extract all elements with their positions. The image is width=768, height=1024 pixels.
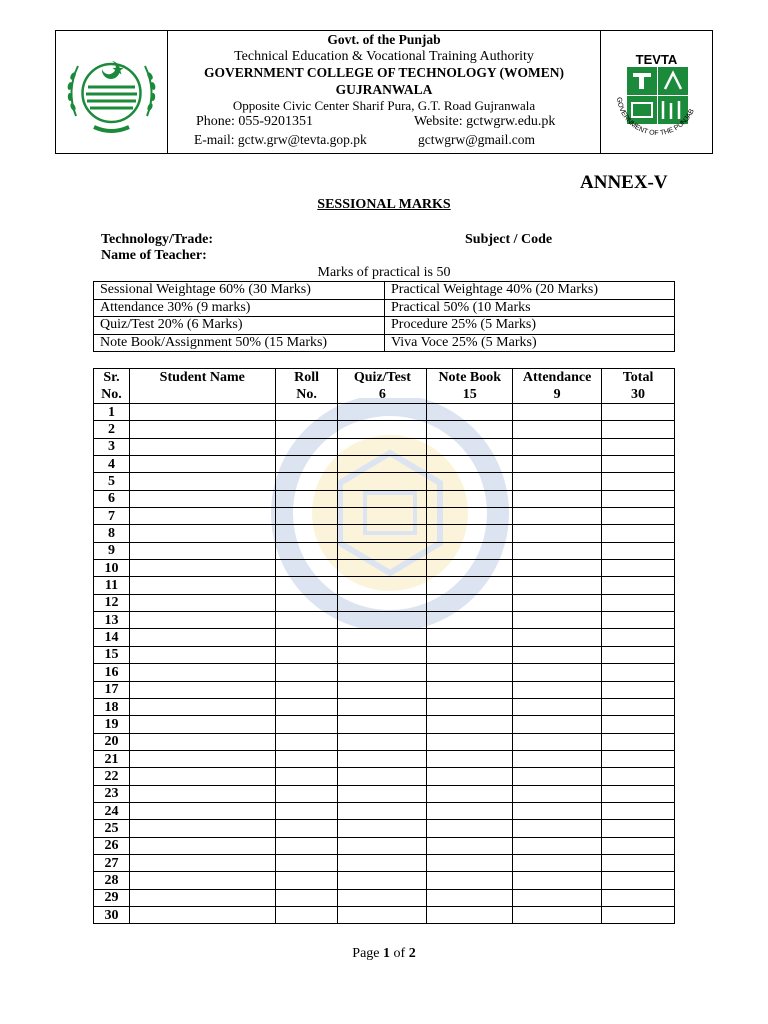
- table-row: [94, 525, 675, 542]
- entry-cell[interactable]: [602, 612, 675, 629]
- serial-number: 9: [94, 542, 130, 559]
- serial-number: 5: [94, 473, 130, 490]
- entry-cell[interactable]: [513, 802, 602, 819]
- table-row: [94, 733, 675, 750]
- weightage-cell: Quiz/Test 20% (6 Marks): [94, 317, 385, 335]
- table-row: [94, 629, 675, 646]
- table-row: [94, 560, 675, 577]
- entry-cell[interactable]: [513, 872, 602, 889]
- serial-number: 16: [94, 664, 130, 681]
- entry-cell[interactable]: [338, 490, 427, 507]
- entry-cell[interactable]: [427, 733, 513, 750]
- weightage-cell: Sessional Weightage 60% (30 Marks): [94, 282, 385, 300]
- punjab-emblem-icon: [56, 31, 168, 153]
- serial-number: 4: [94, 456, 130, 473]
- entry-cell[interactable]: [275, 404, 338, 421]
- entry-cell[interactable]: [338, 629, 427, 646]
- table-row: [94, 542, 675, 559]
- entry-cell[interactable]: [427, 820, 513, 837]
- entry-cell[interactable]: [275, 542, 338, 559]
- entry-cell[interactable]: [129, 646, 275, 663]
- table-row: [94, 438, 675, 455]
- entry-cell[interactable]: [129, 473, 275, 490]
- entry-cell[interactable]: [513, 698, 602, 715]
- entry-cell[interactable]: [338, 698, 427, 715]
- entry-cell[interactable]: [129, 681, 275, 698]
- weightage-cell: Practical Weightage 40% (20 Marks): [385, 282, 675, 300]
- entry-cell[interactable]: [338, 577, 427, 594]
- serial-number: 28: [94, 872, 130, 889]
- entry-cell[interactable]: [602, 629, 675, 646]
- entry-cell[interactable]: [427, 872, 513, 889]
- entry-cell[interactable]: [427, 490, 513, 507]
- table-row: [94, 508, 675, 525]
- entry-cell[interactable]: [427, 698, 513, 715]
- entry-cell[interactable]: [275, 577, 338, 594]
- entry-cell[interactable]: [427, 542, 513, 559]
- entry-cell[interactable]: [275, 698, 338, 715]
- tevta-logo-icon: [600, 31, 712, 153]
- entry-cell[interactable]: [427, 508, 513, 525]
- entry-cell[interactable]: [129, 542, 275, 559]
- entry-cell[interactable]: [513, 768, 602, 785]
- entry-cell[interactable]: [513, 733, 602, 750]
- entry-cell[interactable]: [513, 404, 602, 421]
- weightage-cell: Viva Voce 25% (5 Marks): [385, 334, 675, 352]
- serial-number: 8: [94, 525, 130, 542]
- entry-cell[interactable]: [338, 872, 427, 889]
- column-header-notebook: Note Book 15: [427, 369, 513, 404]
- entry-cell[interactable]: [338, 456, 427, 473]
- entry-cell[interactable]: [338, 542, 427, 559]
- entry-cell[interactable]: [427, 525, 513, 542]
- entry-cell[interactable]: [427, 456, 513, 473]
- entry-cell[interactable]: [427, 681, 513, 698]
- entry-cell[interactable]: [129, 594, 275, 611]
- entry-cell[interactable]: [129, 906, 275, 923]
- entry-cell[interactable]: [602, 802, 675, 819]
- serial-number: 19: [94, 716, 130, 733]
- entry-cell[interactable]: [427, 785, 513, 802]
- entry-cell[interactable]: [513, 854, 602, 871]
- entry-cell[interactable]: [602, 577, 675, 594]
- entry-cell[interactable]: [427, 473, 513, 490]
- entry-cell[interactable]: [275, 421, 338, 438]
- entry-cell[interactable]: [338, 438, 427, 455]
- column-header-attendance: Attendance 9: [513, 369, 602, 404]
- entry-cell[interactable]: [602, 404, 675, 421]
- serial-number: 13: [94, 612, 130, 629]
- entry-cell[interactable]: [275, 664, 338, 681]
- govt-title: Govt. of the Punjab: [327, 32, 441, 47]
- entry-cell[interactable]: [338, 820, 427, 837]
- entry-cell[interactable]: [275, 646, 338, 663]
- entry-cell[interactable]: [427, 716, 513, 733]
- entry-cell[interactable]: [427, 421, 513, 438]
- entry-cell[interactable]: [275, 612, 338, 629]
- column-header-student-name: Student Name: [129, 369, 275, 404]
- entry-cell[interactable]: [275, 872, 338, 889]
- marks-table: [93, 368, 675, 924]
- table-row: [94, 750, 675, 767]
- entry-cell[interactable]: [602, 872, 675, 889]
- table-row: [94, 473, 675, 490]
- entry-cell[interactable]: [338, 716, 427, 733]
- entry-cell[interactable]: [338, 612, 427, 629]
- college-name: GOVERNMENT COLLEGE OF TECHNOLOGY (WOMEN): [203, 65, 565, 80]
- serial-number: 20: [94, 733, 130, 750]
- entry-cell[interactable]: [338, 646, 427, 663]
- tevta-logo-text: TEVTA: [635, 52, 678, 67]
- entry-cell[interactable]: [427, 404, 513, 421]
- entry-cell[interactable]: [602, 421, 675, 438]
- page-prefix: Page: [352, 946, 384, 961]
- table-row: [94, 854, 675, 871]
- weightage-cell: Practical 50% (10 Marks: [385, 299, 675, 317]
- marks-table-body: [94, 404, 675, 924]
- entry-cell[interactable]: [513, 716, 602, 733]
- entry-cell[interactable]: [129, 768, 275, 785]
- entry-cell[interactable]: [129, 629, 275, 646]
- letterhead: [55, 30, 713, 154]
- entry-cell[interactable]: [129, 612, 275, 629]
- entry-cell[interactable]: [275, 456, 338, 473]
- entry-cell[interactable]: [275, 681, 338, 698]
- entry-cell[interactable]: [602, 768, 675, 785]
- subject-label: Subject / Code: [465, 232, 553, 247]
- weightage-cell: Note Book/Assignment 50% (15 Marks): [94, 334, 385, 352]
- authority-name: Technical Education & Vocational Training Authority: [234, 48, 534, 64]
- city-name: GUJRANWALA: [335, 81, 433, 97]
- serial-number: 14: [94, 629, 130, 646]
- entry-cell[interactable]: [427, 664, 513, 681]
- entry-cell[interactable]: [275, 820, 338, 837]
- entry-cell[interactable]: [427, 594, 513, 611]
- entry-cell[interactable]: [338, 404, 427, 421]
- entry-cell[interactable]: [427, 560, 513, 577]
- entry-cell[interactable]: [275, 490, 338, 507]
- entry-cell[interactable]: [513, 577, 602, 594]
- table-row: [94, 820, 675, 837]
- serial-number: 18: [94, 698, 130, 715]
- entry-cell[interactable]: [129, 508, 275, 525]
- serial-number: 12: [94, 594, 130, 611]
- entry-cell[interactable]: [602, 438, 675, 455]
- serial-number: 3: [94, 438, 130, 455]
- entry-cell[interactable]: [427, 768, 513, 785]
- entry-cell[interactable]: [602, 508, 675, 525]
- table-row: [94, 889, 675, 906]
- weightage-row: [94, 317, 675, 335]
- entry-cell[interactable]: [602, 542, 675, 559]
- entry-cell[interactable]: [275, 594, 338, 611]
- entry-cell[interactable]: [602, 906, 675, 923]
- entry-cell[interactable]: [129, 664, 275, 681]
- entry-cell[interactable]: [602, 473, 675, 490]
- entry-cell[interactable]: [275, 508, 338, 525]
- entry-cell[interactable]: [275, 473, 338, 490]
- entry-cell[interactable]: [513, 456, 602, 473]
- entry-cell[interactable]: [129, 456, 275, 473]
- entry-cell[interactable]: [427, 889, 513, 906]
- entry-cell[interactable]: [513, 473, 602, 490]
- entry-cell[interactable]: [602, 664, 675, 681]
- table-row: [94, 837, 675, 854]
- entry-cell[interactable]: [602, 560, 675, 577]
- entry-cell[interactable]: [129, 854, 275, 871]
- entry-cell[interactable]: [427, 438, 513, 455]
- table-row: [94, 768, 675, 785]
- entry-cell[interactable]: [129, 525, 275, 542]
- entry-cell[interactable]: [338, 733, 427, 750]
- entry-cell[interactable]: [513, 490, 602, 507]
- entry-cell[interactable]: [602, 854, 675, 871]
- entry-cell[interactable]: [129, 872, 275, 889]
- weightage-cell: Attendance 30% (9 marks): [94, 299, 385, 317]
- entry-cell[interactable]: [275, 785, 338, 802]
- entry-cell[interactable]: [513, 421, 602, 438]
- entry-cell[interactable]: [129, 837, 275, 854]
- entry-cell[interactable]: [275, 768, 338, 785]
- entry-cell[interactable]: [602, 837, 675, 854]
- serial-number: 29: [94, 889, 130, 906]
- serial-number: 24: [94, 802, 130, 819]
- phone-number: Phone: 055-9201351: [196, 114, 314, 129]
- serial-number: 1: [94, 404, 130, 421]
- column-header-sr: Sr. No.: [94, 369, 130, 404]
- entry-cell[interactable]: [513, 906, 602, 923]
- entry-cell[interactable]: [129, 716, 275, 733]
- entry-cell[interactable]: [602, 456, 675, 473]
- entry-cell[interactable]: [129, 802, 275, 819]
- table-row: [94, 404, 675, 421]
- entry-cell[interactable]: [275, 525, 338, 542]
- teacher-label: Name of Teacher:: [101, 248, 207, 263]
- entry-cell[interactable]: [602, 889, 675, 906]
- page-footer: [0, 946, 768, 962]
- entry-cell[interactable]: [338, 889, 427, 906]
- entry-cell[interactable]: [275, 750, 338, 767]
- entry-cell[interactable]: [602, 646, 675, 663]
- entry-cell[interactable]: [602, 490, 675, 507]
- weightage-row: [94, 299, 675, 317]
- entry-cell[interactable]: [275, 438, 338, 455]
- weightage-row: [94, 282, 675, 300]
- entry-cell[interactable]: [338, 508, 427, 525]
- column-header-quiz: Quiz/Test 6: [338, 369, 427, 404]
- entry-cell[interactable]: [602, 525, 675, 542]
- entry-cell[interactable]: [513, 889, 602, 906]
- entry-cell[interactable]: [129, 421, 275, 438]
- entry-cell[interactable]: [513, 785, 602, 802]
- serial-number: 23: [94, 785, 130, 802]
- table-header-row: [94, 369, 675, 404]
- entry-cell[interactable]: [602, 716, 675, 733]
- table-row: [94, 906, 675, 923]
- entry-cell[interactable]: [338, 681, 427, 698]
- email-primary: E-mail: gctw.grw@tevta.gop.pk: [194, 132, 367, 147]
- entry-cell[interactable]: [338, 785, 427, 802]
- entry-cell[interactable]: [513, 750, 602, 767]
- entry-cell[interactable]: [275, 854, 338, 871]
- column-header-roll: Roll No.: [275, 369, 338, 404]
- entry-cell[interactable]: [427, 629, 513, 646]
- entry-cell[interactable]: [513, 629, 602, 646]
- table-row: [94, 646, 675, 663]
- entry-cell[interactable]: [129, 820, 275, 837]
- table-row: [94, 681, 675, 698]
- serial-number: 15: [94, 646, 130, 663]
- entry-cell[interactable]: [513, 594, 602, 611]
- entry-cell[interactable]: [129, 750, 275, 767]
- entry-cell[interactable]: [602, 698, 675, 715]
- entry-cell[interactable]: [513, 820, 602, 837]
- entry-cell[interactable]: [427, 906, 513, 923]
- entry-cell[interactable]: [513, 560, 602, 577]
- entry-cell[interactable]: [275, 802, 338, 819]
- entry-cell[interactable]: [513, 646, 602, 663]
- serial-number: 30: [94, 906, 130, 923]
- column-header-total: Total 30: [602, 369, 675, 404]
- entry-cell[interactable]: [513, 837, 602, 854]
- email-secondary: gctwgrw@gmail.com: [418, 132, 536, 147]
- entry-cell[interactable]: [275, 906, 338, 923]
- table-row: [94, 716, 675, 733]
- entry-cell[interactable]: [129, 560, 275, 577]
- entry-cell[interactable]: [275, 837, 338, 854]
- table-row: [94, 456, 675, 473]
- serial-number: 25: [94, 820, 130, 837]
- entry-cell[interactable]: [513, 612, 602, 629]
- entry-cell[interactable]: [275, 889, 338, 906]
- entry-cell[interactable]: [275, 733, 338, 750]
- section-title: SESSIONAL MARKS: [317, 197, 451, 212]
- entry-cell[interactable]: [129, 733, 275, 750]
- serial-number: 22: [94, 768, 130, 785]
- entry-cell[interactable]: [513, 681, 602, 698]
- entry-cell[interactable]: [513, 525, 602, 542]
- entry-cell[interactable]: [338, 750, 427, 767]
- tevta-ring-text: GOVERNMENT OF THE PUNJAB: [615, 96, 696, 138]
- table-row: [94, 664, 675, 681]
- address: Opposite Civic Center Sharif Pura, G.T. Road Gujranwala: [232, 98, 536, 113]
- entry-cell[interactable]: [338, 421, 427, 438]
- page-total: 2: [408, 946, 416, 961]
- weightage-row: [94, 334, 675, 352]
- entry-cell[interactable]: [602, 820, 675, 837]
- entry-cell[interactable]: [602, 750, 675, 767]
- table-row: [94, 698, 675, 715]
- entry-cell[interactable]: [275, 716, 338, 733]
- entry-cell[interactable]: [338, 664, 427, 681]
- serial-number: 21: [94, 750, 130, 767]
- entry-cell[interactable]: [275, 629, 338, 646]
- serial-number: 27: [94, 854, 130, 871]
- entry-cell[interactable]: [129, 889, 275, 906]
- entry-cell[interactable]: [513, 664, 602, 681]
- annex-label: ANNEX-V: [580, 172, 668, 193]
- serial-number: 10: [94, 560, 130, 577]
- entry-cell[interactable]: [338, 837, 427, 854]
- entry-cell[interactable]: [513, 438, 602, 455]
- entry-cell[interactable]: [427, 802, 513, 819]
- entry-cell[interactable]: [513, 508, 602, 525]
- entry-cell[interactable]: [338, 906, 427, 923]
- serial-number: 7: [94, 508, 130, 525]
- table-row: [94, 421, 675, 438]
- table-row: [94, 594, 675, 611]
- serial-number: 2: [94, 421, 130, 438]
- table-row: [94, 785, 675, 802]
- entry-cell[interactable]: [602, 681, 675, 698]
- serial-number: 11: [94, 577, 130, 594]
- entry-cell[interactable]: [427, 577, 513, 594]
- entry-cell[interactable]: [427, 750, 513, 767]
- entry-cell[interactable]: [129, 785, 275, 802]
- entry-cell[interactable]: [129, 490, 275, 507]
- serial-number: 26: [94, 837, 130, 854]
- entry-cell[interactable]: [427, 612, 513, 629]
- serial-number: 17: [94, 681, 130, 698]
- entry-cell[interactable]: [602, 785, 675, 802]
- entry-cell[interactable]: [338, 525, 427, 542]
- entry-cell[interactable]: [338, 802, 427, 819]
- technology-label: Technology/Trade:: [101, 232, 214, 247]
- table-row: [94, 612, 675, 629]
- entry-cell[interactable]: [427, 854, 513, 871]
- entry-cell[interactable]: [129, 438, 275, 455]
- table-row: [94, 490, 675, 507]
- entry-cell[interactable]: [602, 733, 675, 750]
- entry-cell[interactable]: [602, 594, 675, 611]
- entry-cell[interactable]: [338, 594, 427, 611]
- entry-cell[interactable]: [129, 577, 275, 594]
- practical-note: Marks of practical is 50: [317, 265, 451, 280]
- entry-cell[interactable]: [275, 560, 338, 577]
- website: Website: gctwgrw.edu.pk: [414, 114, 556, 129]
- entry-cell[interactable]: [129, 698, 275, 715]
- entry-cell[interactable]: [338, 560, 427, 577]
- weightage-table: [93, 281, 675, 352]
- page-of: of: [390, 946, 409, 961]
- table-row: [94, 802, 675, 819]
- weightage-cell: Procedure 25% (5 Marks): [385, 317, 675, 335]
- entry-cell[interactable]: [129, 404, 275, 421]
- entry-cell[interactable]: [338, 473, 427, 490]
- page-current: 1: [383, 946, 391, 961]
- serial-number: 6: [94, 490, 130, 507]
- table-row: [94, 872, 675, 889]
- entry-cell[interactable]: [513, 542, 602, 559]
- entry-cell[interactable]: [338, 854, 427, 871]
- table-row: [94, 577, 675, 594]
- entry-cell[interactable]: [427, 646, 513, 663]
- entry-cell[interactable]: [338, 768, 427, 785]
- entry-cell[interactable]: [427, 837, 513, 854]
